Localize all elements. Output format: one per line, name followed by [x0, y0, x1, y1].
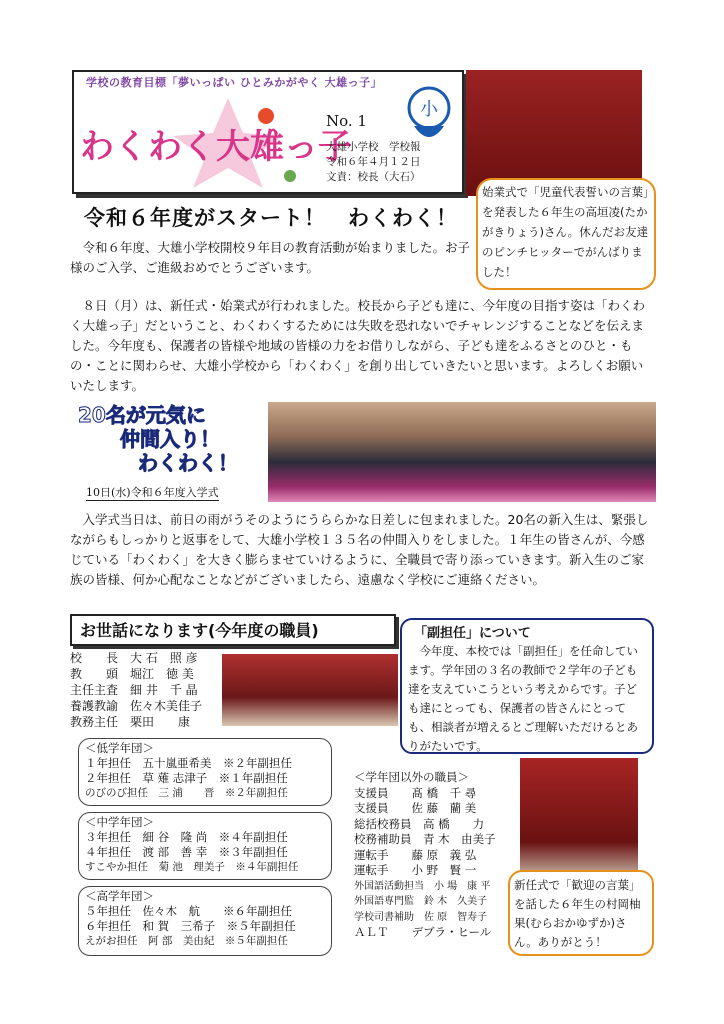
list-item: 校務補助員 青 木 由美子 — [354, 832, 496, 846]
other-staff-list — [354, 770, 496, 941]
caption-bottom-text: 新任式で「歓迎の言葉」を話した６年生の村岡柚果(むらおかゆずか)さん。ありがとう！ — [514, 878, 641, 949]
issue-date: 令和６年４月１２日 — [326, 156, 421, 168]
list-item: 総括校務員 高 橋 力 — [354, 816, 485, 831]
school-motto: 学校の教育目標「夢いっぱい ひとみかがやく 大雄っ子」 — [86, 76, 383, 89]
list-item: ４年担任 渡 部 善 幸 ※３年副担任 — [85, 845, 288, 859]
issue-author: 文責：校長（大石） — [326, 171, 421, 183]
list-item: 校 長 大 石 照 彦 — [70, 651, 198, 665]
list-item: 支援員 佐 藤 藺 美 — [354, 801, 477, 815]
paragraph-entrance: 入学式当日は、前日の雨がうそのようにうららかな日差しに包まれました。20名の新入生は、緊張しながらもしっかりと返事をして、大雄小学校１３５名の仲間入りをしました。１年生の皆さんが、今感じている「わくわく」を大きく膨らませていけるように、全職員で寄り添っていきます。新入生のご家族の皆様、何か心配なことなどがございましたら、遠慮なく学校にご連絡ください。 — [70, 512, 649, 587]
team-title: ＜高学年団＞ — [85, 889, 154, 903]
welcome-banner — [72, 400, 262, 478]
entrance-caption: 10日(水)令和６年度入学式 — [86, 486, 219, 499]
banner-line-3: わくわく！ — [138, 451, 238, 475]
list-item: ３年担任 細 谷 隆 尚 ※４年副担任 — [85, 830, 288, 844]
list-item: 外国語活動担当 小 場 康 平 — [354, 880, 491, 892]
school-emblem-icon — [404, 86, 454, 148]
svg-text:小: 小 — [420, 99, 438, 120]
list-item: ２年担任 草 薙 志津子 ※１年副担任 — [85, 771, 288, 785]
caption-top-text: 始業式で「児童代表誓いの言葉」を発表した６年生の高垣凌(たかがきりょう)さん。休んだお友達のピンチヒッターでがんばりました！ — [482, 185, 649, 279]
photo-staff-ceremony — [222, 654, 398, 726]
team-title: ＜低学年団＞ — [85, 741, 154, 755]
headline: 令和６年度がスタート！ わくわく！ — [84, 206, 458, 230]
list-item: １年担任 五十嵐亜希美 ※２年副担任 — [85, 756, 292, 770]
sun-icon — [258, 108, 274, 124]
photo-welcome-speech — [520, 758, 638, 878]
banner-line-1: 20名が元気に — [78, 403, 206, 427]
list-item: ６年担任 和 賀 三希子 ※５年副担任 — [85, 919, 296, 933]
paragraph-intro: 令和６年度、大雄小学校開校９年目の教育活動が始まりました。お子様のご入学、ご進級おめでとうございます。 — [70, 240, 471, 275]
list-item: 養護教諭 佐々木美佳子 — [70, 699, 203, 713]
list-item: えがお担任 阿 部 美由紀 ※５年副担任 — [85, 935, 288, 947]
hops-icon — [284, 170, 296, 182]
middle-grade-team — [78, 812, 332, 880]
list-item: ５年担任 佐々木 航 ※６年副担任 — [85, 904, 292, 918]
upper-grade-team — [78, 886, 332, 956]
list-item: 支援員 髙 橋 千 尋 — [354, 785, 477, 800]
list-item: のびのび担任 三 浦 晋 ※２年副担任 — [85, 787, 288, 799]
banner-line-2: 仲間入り！ — [120, 427, 220, 451]
list-item: 教 頭 堀江 徳 美 — [70, 667, 194, 681]
list-item: すこやか担任 菊 池 理美子 ※４年副担任 — [85, 861, 299, 873]
school-name: 大雄小学校 学校報 — [326, 141, 421, 153]
list-item: 学校司書補助 佐 原 智寿子 — [354, 911, 488, 923]
photo-entrance-ceremony — [268, 402, 656, 502]
list-item: 主任主査 細 井 千 晶 — [70, 683, 198, 697]
list-item: ＡＬＴ デブラ・ヒール — [354, 925, 492, 939]
issue-number: No. 1 — [326, 112, 367, 130]
team-title: ＜中学年団＞ — [85, 815, 154, 829]
list-item: 教務主任 栗田 康 — [70, 715, 191, 729]
sub-homeroom-title: 「副担任」について — [414, 626, 531, 641]
list-item: 運転手 藤 原 義 弘 — [354, 847, 477, 862]
sub-homeroom-body: 今年度、本校では「副担任」を任命しています。学年団の３名の教師で２学年の子ども達を支えていこうという考えからです。子ども達にとっても、保護者の皆さんにとっても、相談者が増えるとご理解いただけるとありがたいです。 — [408, 644, 638, 753]
logo-title-text: わくわく大雄っ子 — [80, 127, 352, 167]
lower-grade-team — [78, 738, 332, 806]
list-item: 外国語専門監 鈴 木 久美子 — [354, 896, 488, 907]
staff-heading: お世話になります(今年度の職員) — [80, 621, 319, 640]
paragraph-ceremony: ８日（月）は、新任式・始業式が行われました。校長から子ども達に、今年度の目指す姿は「わくわく大雄っ子」だということ、わくわくするためには失敗を恐れないでチャレンジすることなどを伝えました。今年度も、保護者の皆様や地域の皆様の力をお借りしながら、子ども達をふるさとのひと・もの・ことに関わらせ、大雄小学校から「わくわく」を創り出していきたいと思います。よろしくお願いいたします。 — [70, 298, 646, 393]
admin-staff-list — [70, 650, 202, 730]
list-item: 運転手 小 野 賢 一 — [354, 863, 477, 877]
team-title: ＜学年団以外の職員＞ — [354, 770, 469, 784]
